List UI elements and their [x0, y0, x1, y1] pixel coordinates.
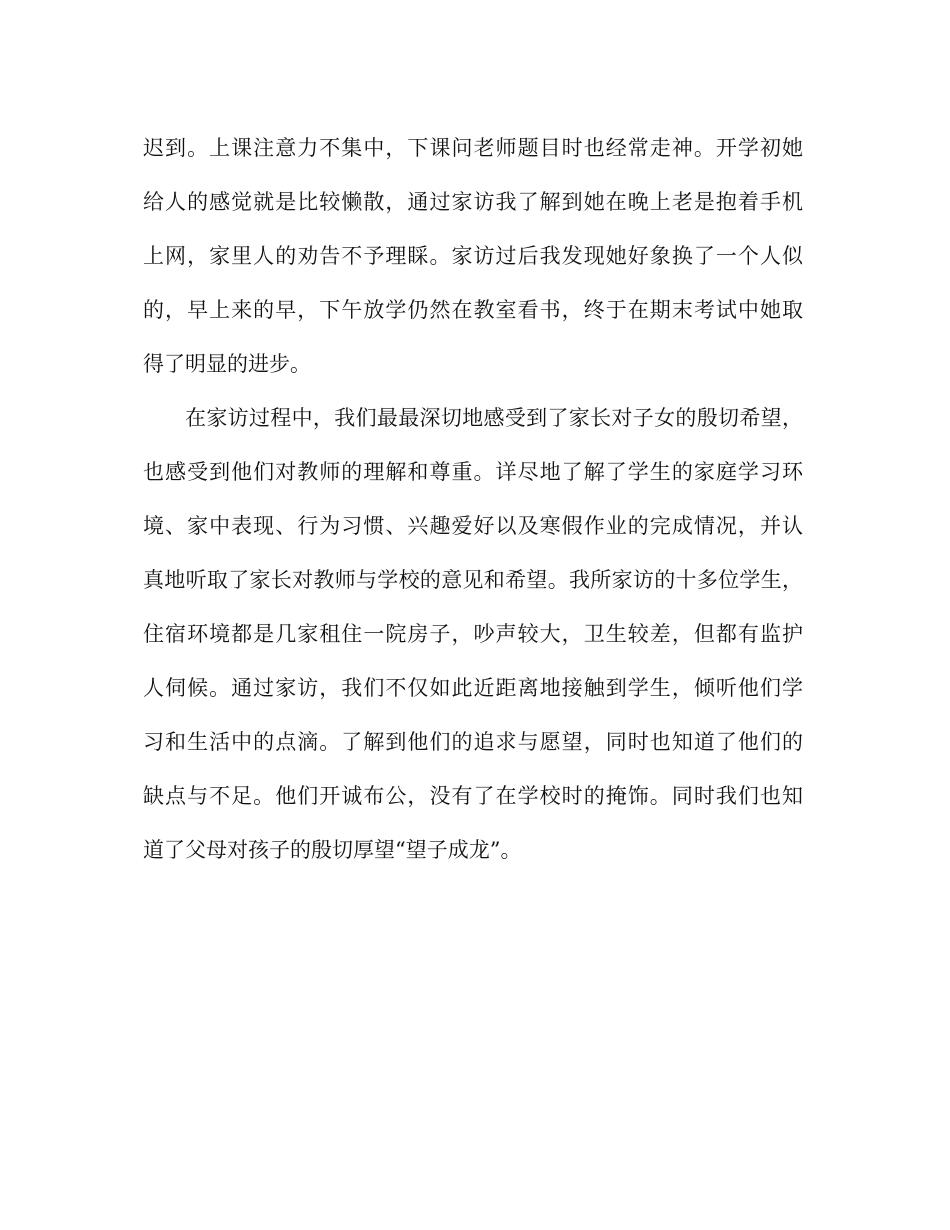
paragraph-2-line-2: 也感受到他们对教师的理解和尊重。详尽地了解了学生的家庭学习环 [143, 460, 803, 484]
document-body [143, 121, 803, 877]
paragraph-1-line-1: 迟到。上课注意力不集中，下课问老师题目时也经常走神。开学初她 [143, 136, 803, 160]
paragraph-1-line-2: 给人的感觉就是比较懒散，通过家访我了解到她在晚上老是抱着手机 [143, 190, 803, 214]
paragraph-2-line-6: 人伺候。通过家访，我们不仅如此近距离地接触到学生，倾听他们学 [143, 676, 803, 700]
paragraph-1-line-5: 得了明显的进步。 [143, 352, 311, 376]
paragraph-2-line-8: 缺点与不足。他们开诚布公，没有了在学校时的掩饰。同时我们也知 [143, 784, 803, 808]
paragraph-2-line-4: 真地听取了家长对教师与学校的意见和希望。我所家访的十多位学生， [143, 568, 803, 592]
paragraph-1-line-4: 的，早上来的早，下午放学仍然在教室看书，终于在期末考试中她取 [143, 298, 803, 322]
paragraph-2-line-9: 道了父母对孩子的殷切厚望“望子成龙”。 [143, 838, 522, 862]
paragraph-2-line-5: 住宿环境都是几家租住一院房子，吵声较大，卫生较差，但都有监护 [143, 622, 803, 646]
paragraph-2-line-7: 习和生活中的点滴。了解到他们的追求与愿望，同时也知道了他们的 [143, 730, 803, 754]
paragraph-1-line-3: 上网，家里人的劝告不予理睬。家访过后我发现她好象换了一个人似 [143, 244, 803, 268]
paragraph-2-line-1: 在家访过程中，我们最最深切地感受到了家长对子女的殷切希望， [185, 406, 803, 430]
paragraph-2-line-3: 境、家中表现、行为习惯、兴趣爱好以及寒假作业的完成情况，并认 [143, 514, 803, 538]
